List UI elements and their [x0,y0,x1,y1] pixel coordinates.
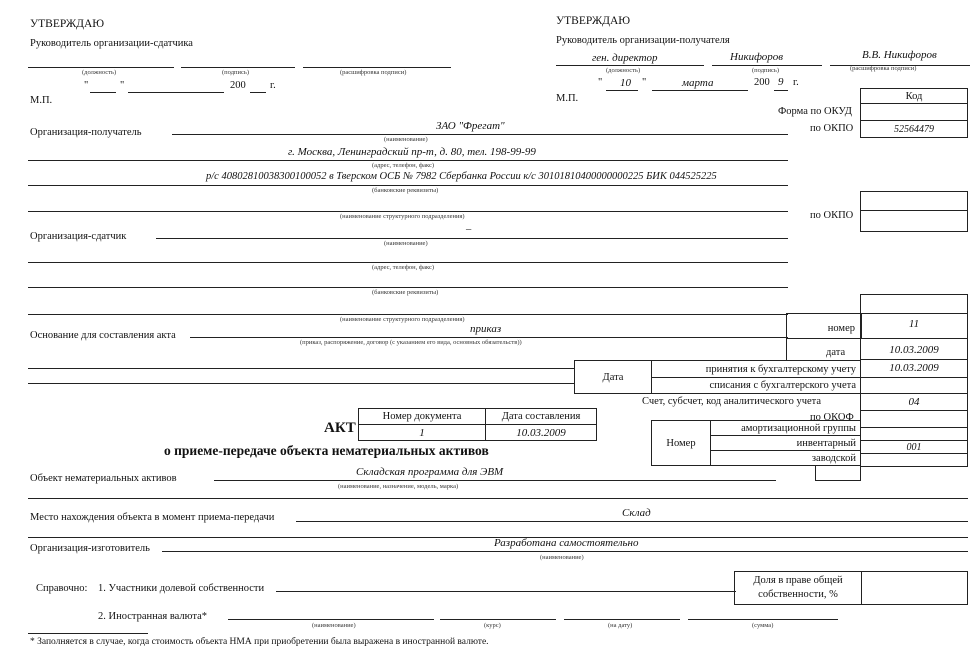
recipient-cap-address: (адрес, телефон, факс) [372,162,435,169]
okpo2-blank-cell[interactable] [860,191,968,211]
recipient-name-line[interactable] [172,134,788,135]
basis-label: Основание для составления акта [30,330,176,341]
recipient-cap-bank: (банковские реквизиты) [372,187,439,194]
sender-label: Организация-сдатчик [30,231,127,242]
right-position-line[interactable] [556,65,704,66]
dates-line-1 [28,368,574,369]
recipient-bank-line[interactable] [28,185,788,186]
right-quote-open: " [598,77,603,88]
right-stamp: М.П. [556,93,579,104]
sender-dash: – [466,224,472,235]
reference-item1-line[interactable] [276,591,736,592]
dates-label: Дата [602,372,624,383]
inventory-value-cell[interactable] [860,440,968,454]
right-cap-signature: (подпись) [752,67,779,74]
accept-label-cell [651,360,861,378]
currency-cap-date: (на дату) [608,622,633,629]
extra-cell [815,465,861,481]
manufacturer-cap: (наименование) [540,554,584,561]
amort-value-cell[interactable] [860,427,968,441]
right-quote-close: " [642,77,647,88]
left-month-line[interactable] [128,92,224,93]
writeoff-label-cell [651,377,861,394]
okpo2-code-cell[interactable] [860,210,968,232]
code-header-cell [860,88,968,104]
currency-rate-line[interactable] [440,619,556,620]
basis-number-value: 11 [908,318,920,330]
basis-date-value: 10.03.2009 [889,344,939,356]
amort-label-cell [710,420,861,436]
recipient-label: Организация-получатель [30,127,142,138]
sender-cap-address: (адрес, телефон, факс) [372,264,435,271]
location-label: Место нахождения объекта в момент приема-передачи [30,512,275,523]
location-value: Склад [622,507,651,519]
asset-value: Складская программа для ЭВМ [356,466,504,478]
basis-line[interactable] [190,337,788,338]
left-year: 200 [230,80,246,91]
act-subtitle: о приеме-передаче объекта нематериальных активов [164,443,489,458]
basis-date-label: дата [826,347,846,358]
right-year-prefix: 200 [754,77,770,88]
writeoff-value-cell[interactable] [860,377,968,394]
recipient-cap-division: (наименование структурного подразделения) [340,213,465,220]
number-label-cell [651,420,711,466]
right-day-value: 10 [620,77,631,89]
left-approve-role: Руководитель организации-сдатчика [30,38,193,49]
accept-label: принятия к бухгалтерскому учету [705,364,856,375]
right-approve-role: Руководитель организации-получателя [556,35,730,46]
asset-cap: (наименование, назначение, модель, марка) [338,483,459,490]
reference-item1: 1. Участники долевой собственности [98,583,265,594]
manufacturer-value: Разработана самостоятельно [494,537,639,549]
basis-date-cell[interactable] [860,338,968,360]
okpo2-label: по ОКПО [810,210,854,221]
amort-label: амортизационной группы [741,423,856,434]
share-value-cell[interactable] [861,571,968,605]
right-signature-value: Никифоров [730,51,784,63]
inventory-label: инвентарный [796,438,856,449]
right-approve-title: УТВЕРЖДАЮ [556,15,631,27]
okud-label: Форма по ОКУД [778,106,852,117]
right-year-suffix: г. [793,77,799,88]
doc-number-header: Номер документа [382,411,462,422]
basis-number-label: номер [827,323,855,334]
okud-code-cell[interactable] [860,103,968,121]
share-label-cell [734,571,862,605]
footnote-rule [28,633,148,634]
left-year-suffix: г. [270,80,276,91]
right-signature-line[interactable] [712,65,822,66]
inventory-value: 001 [906,442,922,453]
factory-label: заводской [811,453,856,464]
sender-okpo-cell[interactable] [860,294,968,314]
dates-label-cell [574,360,652,394]
okpo-code-cell[interactable] [860,120,968,138]
okof-label: по ОКОФ [810,412,854,423]
currency-name-line[interactable] [228,619,434,620]
right-cap-decode: (расшифровка подписи) [850,65,917,72]
sender-cap-division: (наименование структурного подразделения) [340,316,465,323]
right-year-line[interactable] [774,90,788,91]
sender-name-line[interactable] [156,238,788,239]
sender-cap-name: (наименование) [384,240,428,247]
okpo-value: 52564479 [894,124,934,135]
okof-value-cell[interactable] [860,410,968,428]
right-position-value: ген. директор [592,52,658,64]
left-cap-decode: (расшифровка подписи) [340,69,407,76]
account-value: 04 [908,396,920,408]
recipient-name: ЗАО "Фрегат" [436,120,505,132]
factory-label-cell [710,450,861,466]
manufacturer-label: Организация-изготовитель [30,543,150,554]
accept-value-cell[interactable] [860,359,968,378]
left-signature-line[interactable] [181,67,295,68]
recipient-address-line[interactable] [28,160,788,161]
currency-cap-name: (наименование) [312,622,356,629]
left-day-line[interactable] [90,92,116,93]
asset-label: Объект нематериальных активов [30,473,177,484]
right-month-value: марта [682,77,714,89]
doc-date: 10.03.2009 [516,427,566,439]
left-cap-signature: (подпись) [222,69,249,76]
right-year-digit: 9 [778,76,784,88]
currency-date-line[interactable] [564,619,680,620]
recipient-address: г. Москва, Ленинградский пр-т, д. 80, тел. 198-99-99 [288,146,536,158]
doc-date-header-cell [485,408,597,425]
reference-label: Справочно: [36,583,88,594]
account-label: Счет, субсчет, код аналитического учета [642,396,822,407]
currency-cap-rate: (курс) [484,622,501,629]
left-decode-line[interactable] [303,67,451,68]
code-header: Код [905,91,923,102]
sender-cap-bank: (банковские реквизиты) [372,289,439,296]
basis-number-cell[interactable] [860,313,968,339]
recipient-division-line[interactable] [28,211,788,212]
currency-sum-line[interactable] [688,619,838,620]
sender-address-line[interactable] [28,262,788,263]
doc-number-header-cell [358,408,486,425]
left-cap-position: (должность) [82,69,117,76]
asset-line[interactable] [214,480,776,481]
left-quote-close: " [120,80,125,91]
share-label-1: Доля в праве общей [753,575,843,586]
basis-value: приказ [470,323,502,335]
left-quote-open: " [84,80,89,91]
okpo-label: по ОКПО [810,123,854,134]
basis-number-label-cell [786,313,862,339]
left-position-line[interactable] [28,67,174,68]
inventory-label-cell [710,435,861,451]
manufacturer-line[interactable] [162,551,968,552]
account-value-cell[interactable] [860,393,968,411]
footnote: * Заполняется в случае, когда стоимость объекта НМА при приобретении была выражена в иностранной валюте. [30,637,489,647]
dates-line-2 [28,383,574,384]
location-line[interactable] [296,521,968,522]
left-stamp: М.П. [30,95,53,106]
doc-number-cell[interactable] [358,424,486,441]
factory-value-cell[interactable] [860,453,968,467]
right-day-line[interactable] [606,90,638,91]
act-title: АКТ [324,420,356,436]
recipient-cap-name: (наименование) [384,136,428,143]
right-month-line[interactable] [652,90,748,91]
doc-number: 1 [419,427,425,439]
recipient-bank: р/с 40802810038300100052 в Тверском ОСБ № 7982 Сбербанка России к/с 30101810400000000225 БИК 044525225 [206,171,717,182]
accept-value: 10.03.2009 [889,362,939,374]
currency-cap-sum: (сумма) [752,622,774,629]
share-label-2: собственности, % [758,589,838,600]
right-decode-value: В.В. Никифоров [862,49,937,61]
asset-line-2[interactable] [28,498,968,499]
sender-bank-line[interactable] [28,287,788,288]
doc-date-cell[interactable] [485,424,597,441]
writeoff-label: списания с бухгалтерского учета [709,380,856,391]
doc-date-header: Дата составления [501,411,581,422]
sender-division-line[interactable] [28,314,788,315]
basis-date-divider [786,338,787,360]
left-year-line[interactable] [250,92,266,93]
number-label: Номер [666,438,696,449]
basis-cap: (приказ, распоряжение, договор (с указанием его вида, основных обязательств)) [300,339,522,346]
right-cap-position: (должность) [606,67,641,74]
left-approve-title: УТВЕРЖДАЮ [30,18,105,30]
reference-item2: 2. Иностранная валюта* [98,611,207,622]
